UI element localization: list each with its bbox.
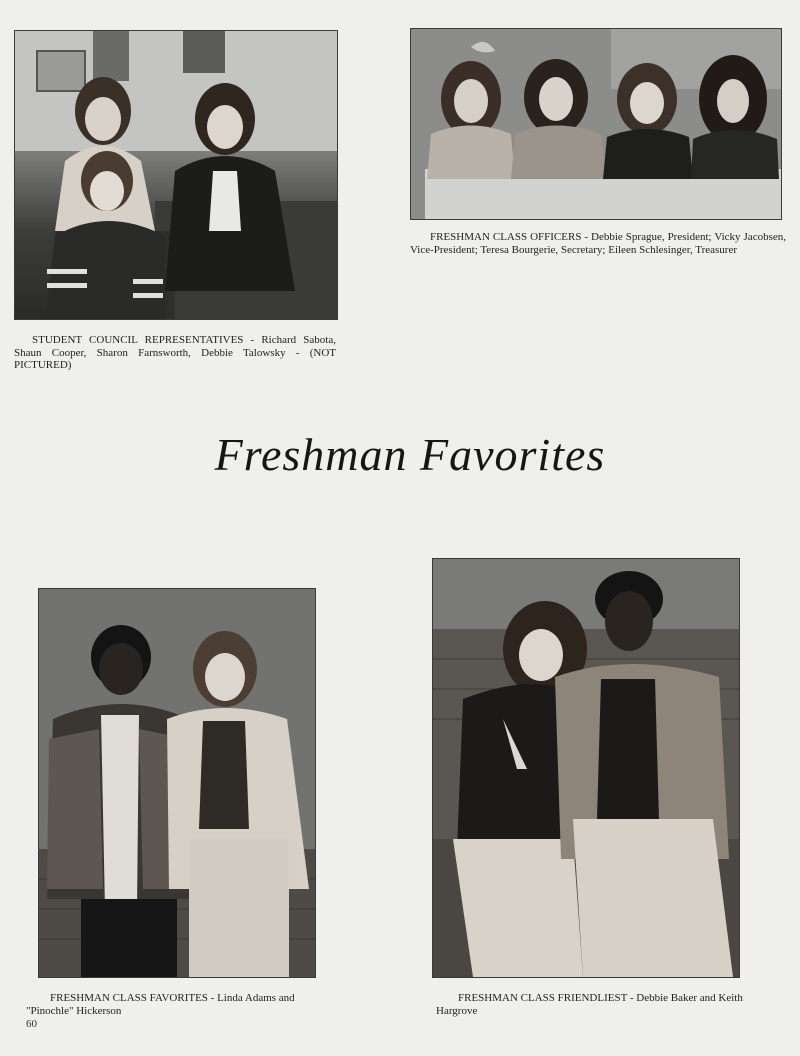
- student-council-caption: STUDENT COUNCIL REPRESENTATIVES - Richard Sabota, Shaun Cooper, Sharon Farnsworth, Debbie Talowsky - (NOT PICTURED): [14, 334, 336, 371]
- student-council-photo: [14, 30, 338, 320]
- class-friendliest-photo: [432, 558, 740, 978]
- class-favorites-photo: [38, 588, 316, 978]
- page-number: 60: [26, 1018, 37, 1030]
- class-officers-photo: [410, 28, 782, 220]
- class-favorites-caption: FRESHMAN CLASS FAVORITES - Linda Adams and "Pinochle" Hickerson: [26, 992, 295, 1017]
- class-officers-caption: FRESHMAN CLASS OFFICERS - Debbie Sprague, President; Vicky Jacobsen, Vice-President; Teresa Bourgerie, Secretary; Eileen Schlesinger, Treasurer: [410, 231, 786, 256]
- page-title: Freshman Favorites: [214, 429, 606, 480]
- class-friendliest-caption: FRESHMAN CLASS FRIENDLIEST - Debbie Baker and Keith Hargrove: [436, 992, 743, 1017]
